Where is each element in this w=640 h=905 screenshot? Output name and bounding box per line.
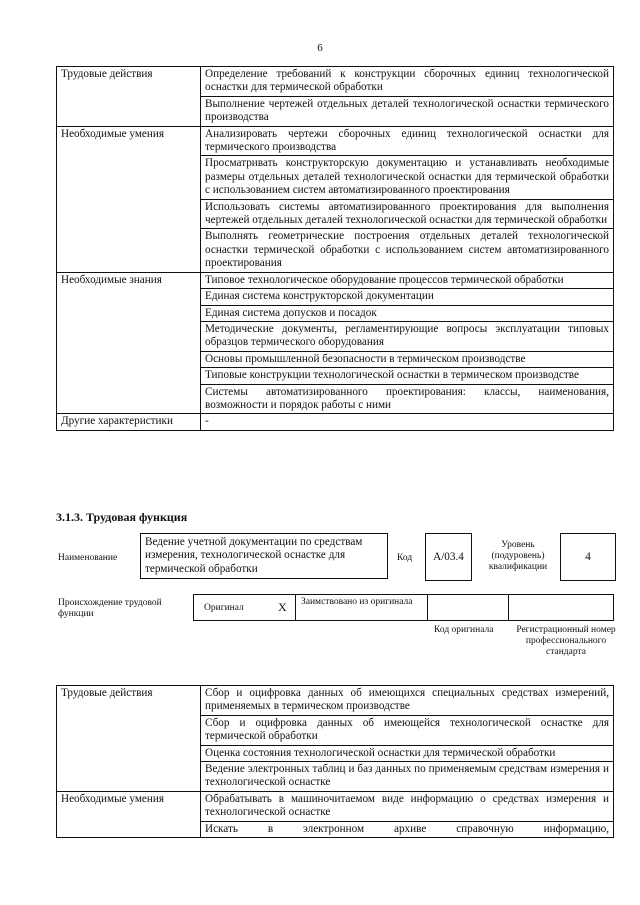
table-cell: -: [201, 414, 614, 430]
code-original-label: Код оригинала: [434, 625, 494, 635]
origin-label: Происхождение трудовой функции: [58, 598, 162, 619]
function-name-box: Ведение учетной документации по средствам измерения, технологической оснастке для термической обработки: [140, 533, 388, 579]
skills-table-2: [56, 685, 614, 838]
table-cell: Сбор и оцифровка данных об имеющейся технологической оснастке для термической обработки: [201, 715, 614, 745]
table-cell: Обрабатывать в машиночитаемом виде информацию о средствах измерения и технологической оснастке: [201, 791, 614, 821]
table-cell: Просматривать конструкторскую документацию и устанавливать необходимые размеры отдельных деталей технологической оснастки для термической обработки с использованием систем автоматизированного проектирования: [201, 156, 614, 199]
borrowed-label: Заимствовано из оригинала: [301, 597, 413, 607]
table-row: [57, 686, 614, 716]
table-cell: Использовать системы автоматизированного проектирования для выполнения чертежей отдельных деталей технологической оснастки для термической обработки: [201, 199, 614, 229]
table-cell: Типовое технологическое оборудование процессов термической обработки: [201, 272, 614, 288]
page-number: 6: [317, 42, 323, 54]
reg-number-label: Регистрационный номер профессионального стандарта: [516, 625, 616, 657]
divider: [427, 595, 428, 620]
table-cell: Типовые конструкции технологической оснастки в термическом производстве: [201, 368, 614, 384]
table-cell: Определение требований к конструкции сборочных единиц технологической оснастки для термической обработки: [201, 67, 614, 97]
function-code-box: A/03.4: [425, 533, 472, 581]
skills-table-1: [56, 66, 614, 431]
row-label-required-skills: Необходимые умения: [57, 791, 201, 837]
table-row: [57, 126, 614, 156]
table-row: [57, 791, 614, 821]
table-row: [57, 67, 614, 97]
table-cell: Сбор и оцифровка данных об имеющихся специальных средствах измерений, применяемых в термическом производстве: [201, 686, 614, 716]
row-label-required-knowledge: Необходимые знания: [57, 272, 201, 414]
table-cell: Выполнение чертежей отдельных деталей технологической оснастки термического производства: [201, 96, 614, 126]
original-mark: X: [278, 600, 287, 614]
row-label-required-skills: Необходимые умения: [57, 126, 201, 272]
table-row: [57, 414, 614, 430]
divider: [508, 595, 509, 620]
table-cell: Единая система допусков и посадок: [201, 305, 614, 321]
table-cell: Ведение электронных таблиц и баз данных по применяемым средствам измерения и технологической оснастке: [201, 762, 614, 792]
code-label: Код: [397, 553, 413, 563]
qualification-level-box: 4: [560, 533, 616, 581]
table-cell: Анализировать чертежи сборочных единиц технологической оснастки для термического производства: [201, 126, 614, 156]
name-label: Наименование: [58, 553, 118, 563]
level-label: Уровень (подуровень) квалификации: [488, 540, 548, 572]
table-cell: Методические документы, регламентирующие вопросы эксплуатации типовых образцов термического оборудования: [201, 321, 614, 351]
table-cell: Единая система конструкторской документации: [201, 289, 614, 305]
section-title: 3.1.3. Трудовая функция: [56, 510, 188, 524]
table-cell: Оценка состояния технологической оснастки для термической обработки: [201, 745, 614, 761]
table-cell: Системы автоматизированного проектирования: классы, наименования, возможности и порядок работы с ними: [201, 384, 614, 414]
table-cell: Искать в электронном архиве справочную информацию,: [201, 821, 614, 837]
row-label-labor-actions: Трудовые действия: [57, 686, 201, 792]
divider: [295, 595, 296, 620]
table-row: [57, 272, 614, 288]
table-cell: Основы промышленной безопасности в термическом производстве: [201, 351, 614, 367]
row-label-labor-actions: Трудовые действия: [57, 67, 201, 127]
original-label: Оригинал: [204, 603, 244, 613]
table-cell: Выполнять геометрические построения отдельных деталей технологической оснастки термической обработки с использованием систем автоматизированного проектирования: [201, 229, 614, 272]
origin-row: [193, 594, 614, 621]
row-label-other-characteristics: Другие характеристики: [57, 414, 201, 430]
